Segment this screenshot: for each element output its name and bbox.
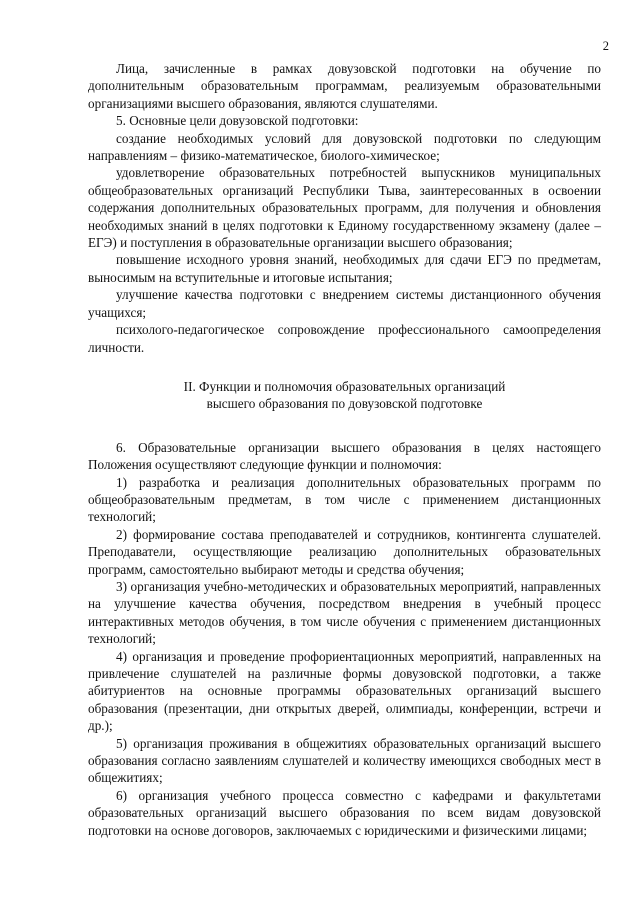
paragraph: 5) организация проживания в общежитиях образовательных организаций высшего образования согласно заявлениям слушателей и количеству имеющихся свободных мест в общежитиях; [88,735,601,786]
document-body [88,60,601,839]
section-heading: II. Функции и полномочия образовательных организаций высшего образования по довузовской подготовке [183,378,506,412]
page-number: 2 [602,39,609,53]
paragraph: Лица, зачисленные в рамках довузовской подготовки на обучение по дополнительным образовательным программам, реализуемым образовательными организациями высшего образования, являются слушателями. [88,61,601,111]
paragraph: улучшение качества подготовки с внедрением системы дистанционного обучения учащихся; [88,287,601,320]
paragraph: повышение исходного уровня знаний, необходимых для сдачи ЕГЭ по предметам, выносимым на вступительные и итоговые испытания; [88,252,601,285]
paragraph: психолого-педагогическое сопровождение профессионального самоопределения личности. [88,322,601,355]
paragraph: создание необходимых условий для довузовской подготовки по следующим направлениям – физико-математическое, биолого-химическое; [88,130,601,164]
paragraph: 2) формирование состава преподавателей и сотрудников, контингента слушателей. Преподаватели, осуществляющие реализацию дополнительных образовательных программ, самостоятельно выбирают методы и средства обучения; [88,526,601,577]
paragraph: 6. Образовательные организации высшего образования в целях настоящего Положения осуществляют следующие функции и полномочия: [88,439,601,473]
paragraph: 3) организация учебно-методических и образовательных мероприятий, направленных на улучшение качества обучения, посредством внедрения в учебный процесс интерактивных методов обучения, в том числе обучения с применением дистанционных технологий; [88,578,601,647]
paragraph: 4) организация и проведение профориентационных мероприятий, направленных на привлечение слушателей на различные формы довузовской подготовки, а также абитуриентов на основные программы образовательных организаций высшего образования (презентации, дни открытых дверей, олимпиады, конференции, встречи и др.); [88,648,601,734]
paragraph: удовлетворение образовательных потребностей выпускников муниципальных общеобразовательных организаций Республики Тыва, заинтересованных в освоении содержания дополнительных образовательных программ, для получения и обновления необходимых знаний в целях подготовки к Единому государственному экзамену (далее – ЕГЭ) и поступления в образовательные организации высшего образования; [88,165,601,251]
paragraph: 5. Основные цели довузовской подготовки: [116,113,359,129]
paragraph: 1) разработка и реализация дополнительных образовательных программ по общеобразовательным предметам, в том числе с применением дистанционных технологий; [88,474,601,525]
paragraph: 6) организация учебного процесса совместно с кафедрами и факультетами образовательных организаций высшего образования по всем видам довузовской подготовки на основе договоров, заключаемых с юридическими и физическими лицами; [88,787,601,838]
